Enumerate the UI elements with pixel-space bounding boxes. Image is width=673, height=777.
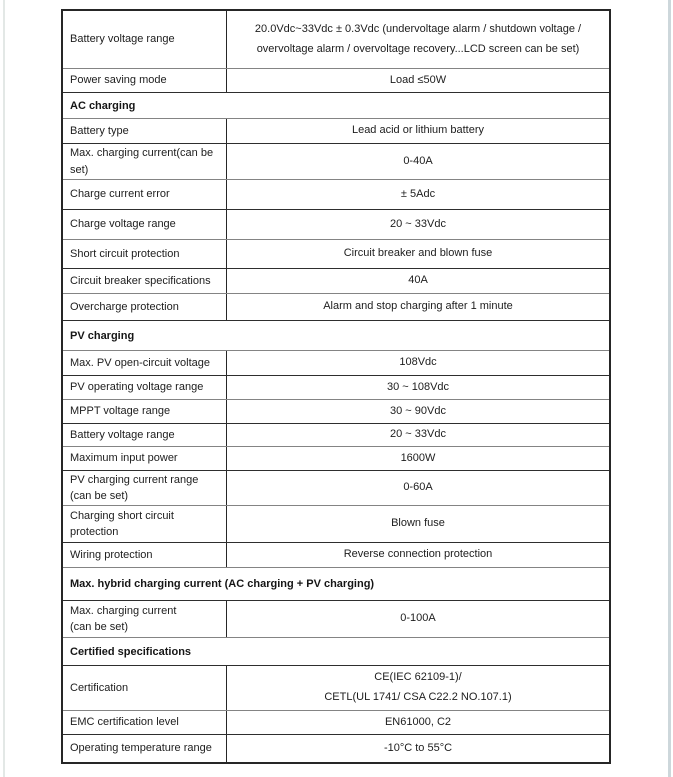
table-row	[63, 375, 609, 399]
section-title: PV charging	[70, 329, 135, 342]
spec-value	[227, 210, 609, 239]
spec-label-text: Max. charging current(can be	[70, 147, 214, 159]
spec-value-text: 0-60A	[403, 481, 433, 494]
spec-label	[63, 376, 227, 399]
spec-value-text: 108Vdc	[399, 356, 437, 369]
spec-value-text: CE(IEC 62109-1)/	[374, 671, 462, 684]
table-row	[63, 710, 609, 734]
spec-value-text: Load ≤50W	[389, 73, 447, 86]
spec-value	[227, 180, 609, 209]
spec-value-text: 0-40A	[403, 154, 433, 167]
spec-label	[63, 294, 227, 320]
spec-value-text: -10°C to 55°C	[383, 741, 453, 754]
spec-value-text: 30 ~ 108Vdc	[386, 380, 450, 393]
spec-label-text: Maximum input power	[70, 452, 178, 465]
table-row	[63, 446, 609, 470]
table-row	[63, 665, 609, 710]
page-edge-right	[668, 0, 671, 777]
table-row	[63, 399, 609, 423]
spec-label-text: EMC certification level	[70, 716, 179, 729]
section-header-row	[63, 92, 609, 118]
table-row	[63, 470, 609, 505]
section-header-row	[63, 567, 609, 600]
spec-label	[63, 543, 227, 567]
spec-value-text: 40A	[408, 274, 428, 287]
table-row	[63, 542, 609, 567]
spec-value	[227, 543, 609, 567]
spec-value-text: Reverse connection protection	[343, 548, 493, 561]
table-row	[63, 68, 609, 92]
spec-label-text: Certification	[70, 681, 129, 694]
spec-label	[63, 424, 227, 446]
spec-value	[227, 69, 609, 92]
spec-label-text: Max. PV open-circuit voltage	[70, 356, 211, 369]
table-row	[63, 143, 609, 179]
spec-label	[63, 11, 227, 68]
spec-label-text: Power saving mode	[70, 74, 167, 87]
spec-label-text: (can be set)	[70, 490, 129, 502]
spec-value	[227, 711, 609, 734]
page-edge-left	[3, 0, 5, 777]
spec-label	[63, 144, 227, 179]
spec-value	[227, 269, 609, 293]
spec-label-text: Battery voltage range	[70, 428, 175, 441]
spec-value-text: 20 ~ 33Vdc	[390, 217, 446, 230]
table-row	[63, 118, 609, 143]
table-row	[63, 293, 609, 320]
section-title: Certified specifications	[70, 645, 192, 658]
spec-label-text: (can be set)	[70, 621, 129, 633]
spec-label-text: Operating temperature range	[70, 742, 212, 755]
spec-label-text: set)	[70, 163, 89, 176]
specification-table	[61, 9, 611, 764]
spec-label	[63, 351, 227, 375]
spec-value-text: Alarm and stop charging after 1 minute	[323, 300, 513, 313]
spec-label-text: Charge current error	[70, 188, 170, 201]
spec-value-text: 30 ~ 90Vdc	[390, 404, 446, 417]
spec-value-text: 0-100A	[400, 612, 436, 625]
spec-label-text: Overcharge protection	[70, 300, 179, 313]
spec-value	[227, 447, 609, 470]
table-row	[63, 239, 609, 268]
spec-label	[63, 735, 227, 762]
spec-label	[63, 447, 227, 470]
section-header-row	[63, 320, 609, 350]
spec-value	[227, 424, 609, 446]
spec-value-text: overvoltage alarm / overvoltage recovery...LCD screen can be set)	[256, 42, 580, 55]
spec-value	[227, 666, 609, 710]
spec-label-text: Max. charging current	[70, 604, 177, 617]
spec-value-text: EN61000, C2	[384, 715, 452, 728]
spec-label	[63, 180, 227, 209]
spec-label-text: MPPT voltage range	[70, 405, 171, 418]
spec-value	[227, 119, 609, 143]
spec-label-text: PV charging current range	[70, 473, 199, 486]
spec-value-text: 20 ~ 33Vdc	[390, 428, 446, 441]
table-row	[63, 734, 609, 762]
spec-value-text: 1600W	[400, 451, 436, 464]
spec-label-text: protection	[70, 526, 119, 538]
spec-label	[63, 506, 227, 542]
spec-value	[227, 506, 609, 542]
table-row	[63, 350, 609, 375]
spec-label-text: Battery type	[70, 124, 129, 137]
spec-label	[63, 601, 227, 637]
spec-label	[63, 240, 227, 268]
spec-label-text: Wiring protection	[70, 548, 153, 561]
spec-label	[63, 400, 227, 423]
table-row	[63, 268, 609, 293]
table-row	[63, 209, 609, 239]
section-header-row	[63, 637, 609, 665]
spec-value	[227, 471, 609, 505]
spec-value-text: CETL(UL 1741/ CSA C22.2 NO.107.1)	[324, 691, 512, 703]
section-title: AC charging	[70, 99, 136, 112]
spec-value	[227, 294, 609, 320]
spec-label-text: Charging short circuit	[70, 509, 174, 522]
spec-label-text: Short circuit protection	[70, 247, 180, 260]
spec-value	[227, 376, 609, 399]
spec-label-text: Battery voltage range	[70, 33, 175, 46]
spec-value	[227, 351, 609, 375]
spec-label	[63, 210, 227, 239]
spec-label-text: PV operating voltage range	[70, 381, 204, 394]
spec-value	[227, 144, 609, 179]
spec-value	[227, 735, 609, 762]
spec-value-text: Blown fuse	[391, 517, 445, 530]
spec-label	[63, 711, 227, 734]
spec-label-text: Charge voltage range	[70, 218, 176, 231]
spec-label	[63, 119, 227, 143]
section-title: Max. hybrid charging current (AC charging + PV charging)	[70, 578, 375, 590]
spec-value	[227, 400, 609, 423]
table-row	[63, 505, 609, 542]
spec-label	[63, 666, 227, 710]
spec-value-text: ± 5Adc	[400, 187, 436, 200]
spec-value	[227, 11, 609, 68]
spec-value-text: Circuit breaker and blown fuse	[343, 247, 493, 260]
table-row	[63, 600, 609, 637]
spec-value	[227, 601, 609, 637]
spec-label	[63, 471, 227, 505]
spec-value-text: Lead acid or lithium battery	[351, 124, 485, 137]
table-row	[63, 423, 609, 446]
spec-value-text: 20.0Vdc~33Vdc ± 0.3Vdc (undervoltage alarm / shutdown voltage /	[254, 22, 582, 35]
spec-label	[63, 269, 227, 293]
table-row	[63, 179, 609, 209]
spec-label-text: Circuit breaker specifications	[70, 274, 211, 287]
table-row	[63, 11, 609, 68]
spec-label	[63, 69, 227, 92]
spec-value	[227, 240, 609, 268]
